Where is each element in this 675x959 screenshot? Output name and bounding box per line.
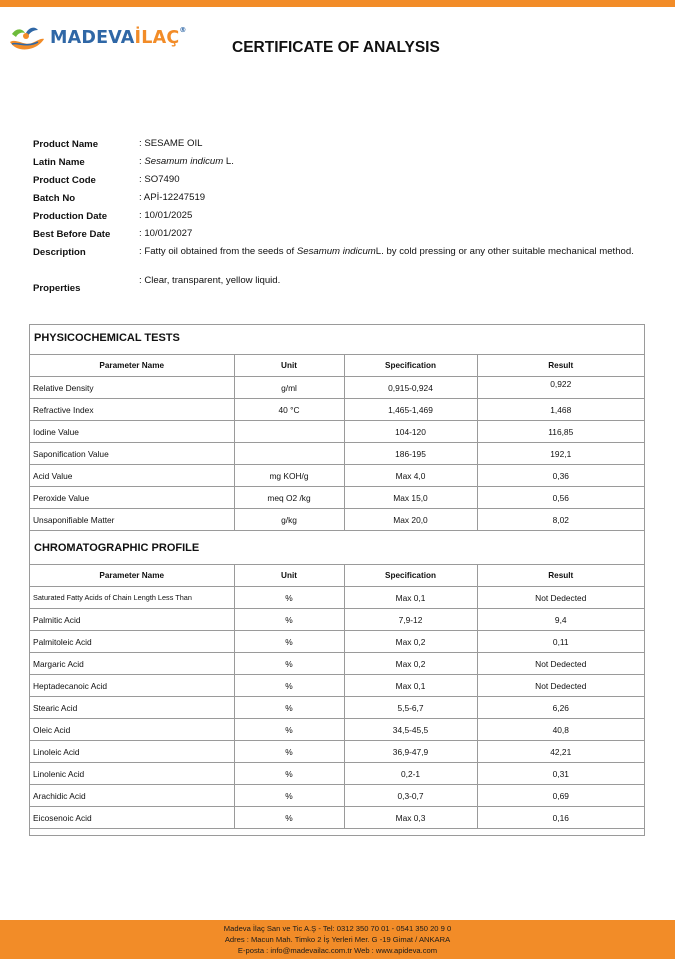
parameter-cell: Palmitic Acid (30, 609, 234, 631)
footer-contact-line: E-posta : info@madevailac.com.tr Web : www.apideva.com (237, 946, 438, 955)
unit-cell: g/kg (234, 509, 344, 531)
unit-cell: % (234, 807, 344, 829)
specification-cell: 34,5-45,5 (344, 719, 477, 741)
table-row (30, 741, 644, 763)
table-row (30, 487, 644, 509)
table-row (30, 377, 644, 399)
unit-cell: % (234, 719, 344, 741)
table-row (30, 763, 644, 785)
info-value: : 10/01/2025 (139, 210, 193, 221)
parameter-cell: Margaric Acid (30, 653, 234, 675)
parameter-cell: Linolenic Acid (30, 763, 234, 785)
specification-cell: 104-120 (344, 421, 477, 443)
parameter-cell: Stearic Acid (30, 697, 234, 719)
info-label: Production Date (33, 211, 108, 222)
info-value: : 10/01/2027 (139, 228, 193, 239)
table-row (30, 399, 644, 421)
table-row (30, 719, 644, 741)
result-cell: 1,468 (477, 399, 644, 421)
parameter-cell: Refractive Index (30, 399, 234, 421)
info-value: : Sesamum indicum L. (139, 156, 234, 167)
unit-cell (234, 421, 344, 443)
specification-cell: 0,3-0,7 (344, 785, 477, 807)
specification-cell: Max 0,1 (344, 587, 477, 609)
unit-cell: % (234, 587, 344, 609)
logo-hand-icon (8, 24, 46, 52)
unit-cell: mg KOH/g (234, 465, 344, 487)
column-header: Parameter Name (30, 565, 234, 587)
unit-cell: % (234, 675, 344, 697)
info-label: Best Before Date (33, 229, 111, 240)
brand-name: MADEVAİLAÇ® (50, 26, 187, 48)
info-value: : SESAME OIL (139, 138, 203, 149)
parameter-cell: Relative Density (30, 377, 234, 399)
result-cell: 6,26 (477, 697, 644, 719)
result-cell: 0,69 (477, 785, 644, 807)
unit-cell: % (234, 653, 344, 675)
column-header: Specification (344, 565, 477, 587)
specification-cell: 186-195 (344, 443, 477, 465)
result-cell: 0,11 (477, 631, 644, 653)
parameter-cell: Eicosenoic Acid (30, 807, 234, 829)
specification-cell: Max 0,3 (344, 807, 477, 829)
parameter-cell: Unsaponifiable Matter (30, 509, 234, 531)
info-value: : Fatty oil obtained from the seeds of Sesamum indicumL. by cold pressing or any other suitable mechanical method. (139, 246, 634, 257)
parameter-cell: Peroxide Value (30, 487, 234, 509)
result-cell: 42,21 (477, 741, 644, 763)
table-row (30, 609, 644, 631)
column-header: Unit (234, 355, 344, 377)
footer (0, 920, 675, 959)
result-cell: Not Dedected (477, 653, 644, 675)
result-cell: 9,4 (477, 609, 644, 631)
info-label: Batch No (33, 193, 76, 204)
chromatographic-table (30, 564, 644, 829)
result-cell: Not Dedected (477, 587, 644, 609)
unit-cell: g/ml (234, 377, 344, 399)
parameter-cell: Arachidic Acid (30, 785, 234, 807)
info-label: Product Name (33, 139, 99, 150)
column-header: Unit (234, 565, 344, 587)
table-row (30, 443, 644, 465)
parameter-cell: Saponification Value (30, 443, 234, 465)
specification-cell: 36,9-47,9 (344, 741, 477, 763)
specification-cell: Max 0,2 (344, 653, 477, 675)
info-label: Latin Name (33, 157, 85, 168)
unit-cell: % (234, 697, 344, 719)
footer-address-line: Adres : Macun Mah. Timko 2 İş Yerleri Mer. G -19 Gimat / ANKARA (224, 935, 451, 944)
unit-cell: % (234, 785, 344, 807)
result-cell: 0,922 (477, 377, 644, 399)
specification-cell: Max 4,0 (344, 465, 477, 487)
specification-cell: Max 20,0 (344, 509, 477, 531)
result-cell: 116,85 (477, 421, 644, 443)
specification-cell: 7,9-12 (344, 609, 477, 631)
column-header: Specification (344, 355, 477, 377)
footer-company-line: Madeva İlaç San ve Tic A.Ş - Tel: 0312 350 70 01 - 0541 350 20 9 0 (223, 924, 452, 933)
result-cell: 0,56 (477, 487, 644, 509)
info-label: Product Code (33, 175, 96, 186)
parameter-cell: Saturated Fatty Acids of Chain Length Less Than (30, 587, 234, 609)
column-header: Parameter Name (30, 355, 234, 377)
info-value: : Clear, transparent, yellow liquid. (139, 275, 281, 286)
parameter-cell: Acid Value (30, 465, 234, 487)
table-row (30, 807, 644, 829)
table-row (30, 675, 644, 697)
result-cell: 40,8 (477, 719, 644, 741)
table-row (30, 465, 644, 487)
specification-cell: 0,2-1 (344, 763, 477, 785)
table-row (30, 421, 644, 443)
unit-cell: % (234, 609, 344, 631)
document-title: CERTIFICATE OF ANALYSIS (232, 39, 440, 56)
result-cell: 0,36 (477, 465, 644, 487)
section-title-chromatographic: CHROMATOGRAPHIC PROFILE (34, 542, 200, 554)
brand-logo (8, 24, 187, 52)
unit-cell: 40 °C (234, 399, 344, 421)
result-cell: 8,02 (477, 509, 644, 531)
info-value: : SO7490 (139, 174, 180, 185)
column-header: Result (477, 565, 644, 587)
result-cell: 0,31 (477, 763, 644, 785)
result-cell: 192,1 (477, 443, 644, 465)
unit-cell: % (234, 631, 344, 653)
table-row (30, 653, 644, 675)
analysis-table (29, 324, 645, 836)
specification-cell: 5,5-6,7 (344, 697, 477, 719)
parameter-cell: Iodine Value (30, 421, 234, 443)
specification-cell: Max 15,0 (344, 487, 477, 509)
info-label: Description (33, 247, 86, 258)
parameter-cell: Oleic Acid (30, 719, 234, 741)
top-accent-bar (0, 0, 675, 7)
table-row (30, 785, 644, 807)
specification-cell: Max 0,1 (344, 675, 477, 697)
specification-cell: 0,915-0,924 (344, 377, 477, 399)
specification-cell: 1,465-1,469 (344, 399, 477, 421)
table-row (30, 509, 644, 531)
info-value: : APİ-12247519 (139, 192, 206, 203)
specification-cell: Max 0,2 (344, 631, 477, 653)
unit-cell: % (234, 763, 344, 785)
unit-cell: meq O2 /kg (234, 487, 344, 509)
parameter-cell: Linoleic Acid (30, 741, 234, 763)
table-row (30, 631, 644, 653)
table-header-row (30, 355, 644, 377)
result-cell: 0,16 (477, 807, 644, 829)
table-row (30, 697, 644, 719)
parameter-cell: Heptadecanoic Acid (30, 675, 234, 697)
unit-cell: % (234, 741, 344, 763)
section-title-physicochemical: PHYSICOCHEMICAL TESTS (34, 332, 180, 344)
column-header: Result (477, 355, 644, 377)
physicochemical-table (30, 354, 644, 531)
table-header-row (30, 565, 644, 587)
result-cell: Not Dedected (477, 675, 644, 697)
info-label: Properties (33, 283, 81, 294)
table-row (30, 587, 644, 609)
unit-cell (234, 443, 344, 465)
parameter-cell: Palmitoleic Acid (30, 631, 234, 653)
